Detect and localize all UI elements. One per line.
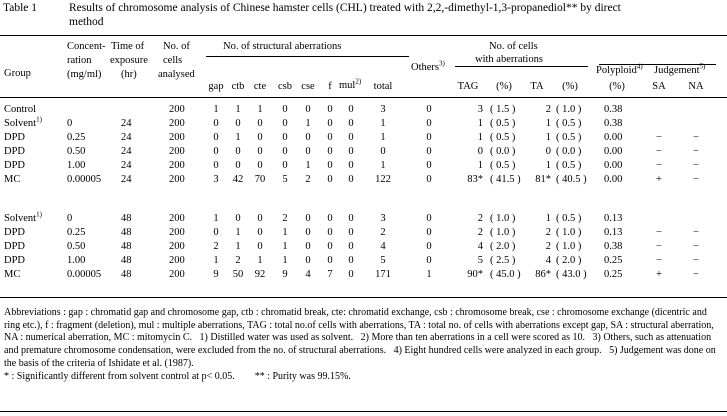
cell-cse: 0: [305, 104, 311, 115]
cell-sa: +: [656, 174, 662, 185]
header-group: Group: [4, 68, 31, 79]
cell-ta: 81*: [535, 174, 551, 185]
cell-tag-pct: ( 0.0 ): [490, 146, 516, 157]
cell-ta-pct: ( 43.0 ): [556, 269, 587, 280]
cell-cse: 1: [305, 160, 311, 171]
cell-mul: 0: [348, 227, 354, 238]
cell-others: 0: [426, 146, 432, 157]
cell-cse: 0: [305, 255, 311, 266]
cell-cells: 200: [169, 213, 185, 224]
cell-conc: 0.50: [67, 241, 86, 252]
cell-total: 0: [380, 146, 386, 157]
cell-gap: 9: [213, 269, 219, 280]
header-cells-aberr-2: with aberrations: [475, 54, 543, 65]
cell-conc: 0.00005: [67, 269, 102, 280]
cell-f: 0: [327, 132, 333, 143]
cell-cells: 200: [169, 146, 185, 157]
col-na: NA: [688, 81, 704, 92]
cell-group: MC: [4, 174, 21, 185]
cell-na: −: [693, 241, 699, 252]
cell-tag: 1: [477, 118, 483, 129]
cell-gap: 0: [213, 227, 219, 238]
cell-cse: 1: [305, 118, 311, 129]
cell-f: 7: [327, 269, 333, 280]
cell-gap: 0: [213, 146, 219, 157]
cell-others: 0: [426, 160, 432, 171]
table-notes: [4, 307, 723, 383]
cell-ctb: 1: [235, 227, 241, 238]
header-cells-aberr-1: No. of cells: [489, 41, 538, 52]
cell-ta: 2: [545, 104, 551, 115]
cell-ctb: 0: [235, 213, 241, 224]
cell-ta: 2: [545, 241, 551, 252]
cell-f: 0: [327, 227, 333, 238]
table-title-line1: Results of chromosome analysis of Chinese hamster cells (CHL) treated with 2,2,-dimethyl-1,3-propanediol** by direct: [69, 2, 621, 14]
cell-cells: 200: [169, 227, 185, 238]
cell-f: 0: [327, 146, 333, 157]
cell-time: 24: [121, 174, 132, 185]
cell-conc: 0.25: [67, 132, 86, 143]
cell-group: DPD: [4, 146, 26, 157]
cell-ctb: 0: [235, 160, 241, 171]
cell-tag-pct: ( 1.5 ): [490, 104, 516, 115]
cell-gap: 0: [213, 160, 219, 171]
cell-ta-pct: ( 0.5 ): [556, 132, 582, 143]
cell-ta-pct: ( 1.0 ): [556, 227, 582, 238]
cell-tag-pct: ( 41.5 ): [490, 174, 521, 185]
cell-tag-pct: ( 0.5 ): [490, 160, 516, 171]
cell-gap: 1: [213, 213, 219, 224]
cell-csb: 0: [282, 132, 288, 143]
col-f: f: [328, 81, 332, 92]
cell-time: 24: [121, 132, 132, 143]
header-cells-2: cells: [163, 55, 183, 66]
cell-cells: 200: [169, 160, 185, 171]
header-bottom-rule: [0, 97, 727, 98]
notes-paragraph: [4, 307, 723, 371]
cell-ta-pct: ( 0.0 ): [556, 146, 582, 157]
cell-group: Solvent$^{1)}$: [4, 115, 42, 129]
cell-ta: 1: [545, 132, 551, 143]
cell-mul: 0: [348, 132, 354, 143]
cell-ta: 4: [545, 255, 551, 266]
cell-group: DPD: [4, 160, 26, 171]
header-judgement: Judgement$^{5)}$: [654, 62, 706, 76]
cell-ctb: 1: [235, 132, 241, 143]
cell-sa: −: [656, 146, 662, 157]
cell-sa: −: [656, 227, 662, 238]
header-conc-1: Concent-: [67, 41, 106, 52]
cell-f: 0: [327, 118, 333, 129]
cell-ta: 0: [545, 146, 551, 157]
header-struct: No. of structural aberrations: [223, 41, 342, 52]
cell-cse: 2: [305, 174, 311, 185]
cell-conc: 0.50: [67, 146, 86, 157]
cell-cells: 200: [169, 118, 185, 129]
cell-others: 0: [426, 227, 432, 238]
cell-csb: 0: [282, 104, 288, 115]
col-tag: TAG: [457, 81, 479, 92]
cell-csb: 5: [282, 174, 288, 185]
cell-total: 122: [375, 174, 391, 185]
cell-ta-pct: ( 2.0 ): [556, 255, 582, 266]
col-csb: csb: [278, 81, 292, 92]
cell-conc: 1.00: [67, 255, 86, 266]
cell-gap: 0: [213, 132, 219, 143]
cell-time: 24: [121, 160, 132, 171]
cell-others: 0: [426, 104, 432, 115]
header-conc-2: ration: [67, 55, 92, 66]
cell-cse: 0: [305, 213, 311, 224]
cell-total: 5: [380, 255, 386, 266]
cell-f: 0: [327, 241, 333, 252]
cell-total: 1: [380, 118, 386, 129]
cell-total: 1: [380, 132, 386, 143]
cell-tag-pct: ( 45.0 ): [490, 269, 521, 280]
cell-poly: 0.00: [604, 132, 623, 143]
cell-cte: 0: [257, 213, 263, 224]
cell-na: −: [693, 146, 699, 157]
footnote-1: 1) Distilled water was used as solvent.: [199, 332, 354, 344]
cell-poly: 0.25: [604, 255, 623, 266]
cell-tag: 0: [477, 146, 483, 157]
cell-mul: 0: [348, 269, 354, 280]
cell-csb: 0: [282, 118, 288, 129]
cell-total: 3: [380, 104, 386, 115]
cell-ta-pct: ( 0.5 ): [556, 213, 582, 224]
cell-f: 0: [327, 104, 333, 115]
cell-csb: 0: [282, 160, 288, 171]
footer-rule: [0, 411, 727, 412]
header-others: Others$^{3)}$: [411, 59, 445, 73]
cell-time: 48: [121, 241, 132, 252]
cell-others: 0: [426, 174, 432, 185]
cell-sa: −: [656, 160, 662, 171]
cell-cte: 70: [254, 174, 266, 185]
cell-csb: 9: [282, 269, 288, 280]
cell-cte: 0: [257, 132, 263, 143]
footnote-4: 4) Eight hundred cells were analyzed in each group.: [393, 345, 602, 357]
cell-cse: 0: [305, 227, 311, 238]
cell-others: 0: [426, 255, 432, 266]
cell-ta: 86*: [535, 269, 551, 280]
cell-ctb: 1: [235, 241, 241, 252]
cell-cse: 4: [305, 269, 311, 280]
cell-tag: 1: [477, 132, 483, 143]
cell-gap: 1: [213, 104, 219, 115]
col-ctb: ctb: [231, 81, 245, 92]
body-bottom-rule: [0, 297, 727, 298]
table-title-line2: method: [69, 16, 104, 28]
header-conc-3: (mg/ml): [67, 69, 102, 80]
cell-time: 48: [121, 269, 132, 280]
cell-gap: 1: [213, 255, 219, 266]
cell-others: 1: [426, 269, 432, 280]
cell-conc: 0.00005: [67, 174, 102, 185]
cell-total: 171: [375, 269, 391, 280]
cell-cells: 200: [169, 132, 185, 143]
header-cells-3: analysed: [158, 69, 195, 80]
cell-group: DPD: [4, 132, 26, 143]
cell-ta-pct: ( 0.5 ): [556, 160, 582, 171]
table-label: Table 1: [3, 2, 38, 14]
cell-na: −: [693, 227, 699, 238]
cell-tag-pct: ( 2.0 ): [490, 241, 516, 252]
cell-tag: 2: [477, 227, 483, 238]
footnote-2: 2) More than ten aberrations in a cell were scored as 10.: [360, 332, 585, 344]
cell-tag-pct: ( 1.0 ): [490, 213, 516, 224]
cell-tag: 5: [477, 255, 483, 266]
cell-time: 24: [121, 146, 132, 157]
cell-gap: 2: [213, 241, 219, 252]
col-cse: cse: [301, 81, 315, 92]
cell-time: 48: [121, 227, 132, 238]
cell-poly: 0.38: [604, 241, 623, 252]
cell-csb: 1: [282, 227, 288, 238]
header-time-2: exposure: [110, 55, 148, 66]
cell-tag-pct: ( 0.5 ): [490, 118, 516, 129]
cell-sa: −: [656, 241, 662, 252]
cell-cte: 1: [257, 255, 263, 266]
cell-total: 3: [380, 213, 386, 224]
col-sa: SA: [652, 81, 666, 92]
cell-sa: +: [656, 269, 662, 280]
cell-mul: 0: [348, 146, 354, 157]
cell-mul: 0: [348, 213, 354, 224]
cell-group: MC: [4, 269, 21, 280]
cell-cte: 0: [257, 146, 263, 157]
header-polyploid: Polyploid$^{4)}$: [596, 62, 643, 76]
cells-underline: [455, 66, 588, 67]
cell-cte: 0: [257, 118, 263, 129]
cell-conc: 1.00: [67, 160, 86, 171]
cell-cells: 200: [169, 241, 185, 252]
cell-poly: 0.13: [604, 227, 623, 238]
cell-group: DPD: [4, 255, 26, 266]
cell-cells: 200: [169, 255, 185, 266]
cell-cells: 200: [169, 104, 185, 115]
significance-line: [4, 371, 723, 384]
cell-conc: 0: [67, 213, 73, 224]
cell-cte: 0: [257, 160, 263, 171]
cell-cse: 0: [305, 241, 311, 252]
cell-f: 0: [327, 160, 333, 171]
cell-poly: 0.00: [604, 174, 623, 185]
cell-tag: 4: [477, 241, 483, 252]
cell-gap: 3: [213, 174, 219, 185]
cell-group: DPD: [4, 227, 26, 238]
cell-cells: 200: [169, 269, 185, 280]
cell-ta: 2: [545, 227, 551, 238]
cell-cells: 200: [169, 174, 185, 185]
cell-gap: 0: [213, 118, 219, 129]
header-time-3: (hr): [121, 69, 137, 80]
cell-total: 4: [380, 241, 386, 252]
top-rule: [0, 35, 727, 36]
cell-group: DPD: [4, 241, 26, 252]
significance-note: * : Significantly different from solvent control at p< 0.05.: [4, 370, 235, 382]
col-tag-pct: (%): [496, 81, 512, 92]
cell-tag-pct: ( 2.5 ): [490, 255, 516, 266]
cell-csb: 2: [282, 213, 288, 224]
cell-tag-pct: ( 0.5 ): [490, 132, 516, 143]
cell-tag-pct: ( 1.0 ): [490, 227, 516, 238]
cell-ta-pct: ( 0.5 ): [556, 118, 582, 129]
cell-ta: 1: [545, 213, 551, 224]
col-total: total: [373, 81, 393, 92]
cell-sa: −: [656, 132, 662, 143]
col-ta: TA: [530, 81, 544, 92]
cell-cse: 0: [305, 132, 311, 143]
cell-others: 0: [426, 213, 432, 224]
cell-ta: 1: [545, 160, 551, 171]
purity-note: ** : Purity was 99.15%.: [254, 370, 351, 382]
cell-ta-pct: ( 1.0 ): [556, 104, 582, 115]
cell-poly: 0.38: [604, 118, 623, 129]
header-cells-1: No. of: [163, 41, 190, 52]
cell-ctb: 0: [235, 146, 241, 157]
cell-others: 0: [426, 132, 432, 143]
cell-na: −: [693, 174, 699, 185]
cell-poly: 0.00: [604, 146, 623, 157]
cell-group: Control: [4, 104, 37, 115]
cell-tag: 1: [477, 160, 483, 171]
cell-ta: 1: [545, 118, 551, 129]
cell-ctb: 1: [235, 104, 241, 115]
cell-cte: 1: [257, 104, 263, 115]
cell-mul: 0: [348, 104, 354, 115]
cell-total: 1: [380, 160, 386, 171]
footnote-5: 5) Judgement was done on the basis of the criteria of Ishidate et al. (1987).: [4, 345, 716, 369]
cell-time: 48: [121, 213, 132, 224]
footnote-3: 3) Others, such as attenuation and premature chromosome condensation, were excluded from the no. of structural aberrations.: [4, 332, 712, 357]
cell-ctb: 42: [232, 174, 244, 185]
col-mul: mul$^{2)}$: [339, 77, 362, 91]
cell-conc: 0: [67, 118, 73, 129]
cell-cte: 0: [257, 227, 263, 238]
cell-ctb: 2: [235, 255, 241, 266]
cell-poly: 0.13: [604, 213, 623, 224]
cell-f: 0: [327, 255, 333, 266]
cell-ta-pct: ( 1.0 ): [556, 241, 582, 252]
cell-conc: 0.25: [67, 227, 86, 238]
cell-f: 0: [327, 174, 333, 185]
cell-poly: 0.25: [604, 269, 623, 280]
cell-csb: 0: [282, 146, 288, 157]
cell-mul: 0: [348, 174, 354, 185]
col-poly-pct: (%): [609, 81, 625, 92]
header-time-1: Time of: [111, 41, 145, 52]
cell-ctb: 0: [235, 118, 241, 129]
cell-na: −: [693, 160, 699, 171]
abbreviations-note: Abbreviations : gap : chromatid gap and chromosome gap, ctb : chromatid break, cte: chromatid exchange, csb : chromosome break, cse : chromosome exchange (dicentric and ring etc.), f : fragment (deletion), mul : multiple aberrations, TAG : total no.of cells with aberrations, TA : total no. of cells with aberrations except gap, SA : structural aberration, NA : numerical aberration, MC : mitomycin C.: [4, 307, 714, 344]
cell-cse: 0: [305, 146, 311, 157]
cell-cte: 92: [254, 269, 266, 280]
cell-tag: 83*: [467, 174, 483, 185]
cell-csb: 1: [282, 241, 288, 252]
cell-poly: 0.00: [604, 160, 623, 171]
cell-group: Solvent$^{1)}$: [4, 210, 42, 224]
cell-mul: 0: [348, 118, 354, 129]
cell-time: 48: [121, 255, 132, 266]
col-gap: gap: [208, 81, 224, 92]
col-ta-pct: (%): [562, 81, 578, 92]
cell-csb: 1: [282, 255, 288, 266]
cell-others: 0: [426, 118, 432, 129]
cell-total: 2: [380, 227, 386, 238]
cell-sa: −: [656, 255, 662, 266]
cell-time: 24: [121, 118, 132, 129]
cell-tag: 3: [477, 104, 483, 115]
cell-cte: 0: [257, 241, 263, 252]
cell-na: −: [693, 255, 699, 266]
cell-tag: 90*: [467, 269, 483, 280]
cell-tag: 2: [477, 213, 483, 224]
cell-f: 0: [327, 213, 333, 224]
cell-mul: 0: [348, 255, 354, 266]
cell-na: −: [693, 132, 699, 143]
cell-mul: 0: [348, 241, 354, 252]
cell-others: 0: [426, 241, 432, 252]
cell-poly: 0.38: [604, 104, 623, 115]
cell-ctb: 50: [232, 269, 244, 280]
cell-ta-pct: ( 40.5 ): [556, 174, 587, 185]
cell-na: −: [693, 269, 699, 280]
col-cte: cte: [253, 81, 267, 92]
struct-underline: [206, 56, 409, 57]
cell-mul: 0: [348, 160, 354, 171]
